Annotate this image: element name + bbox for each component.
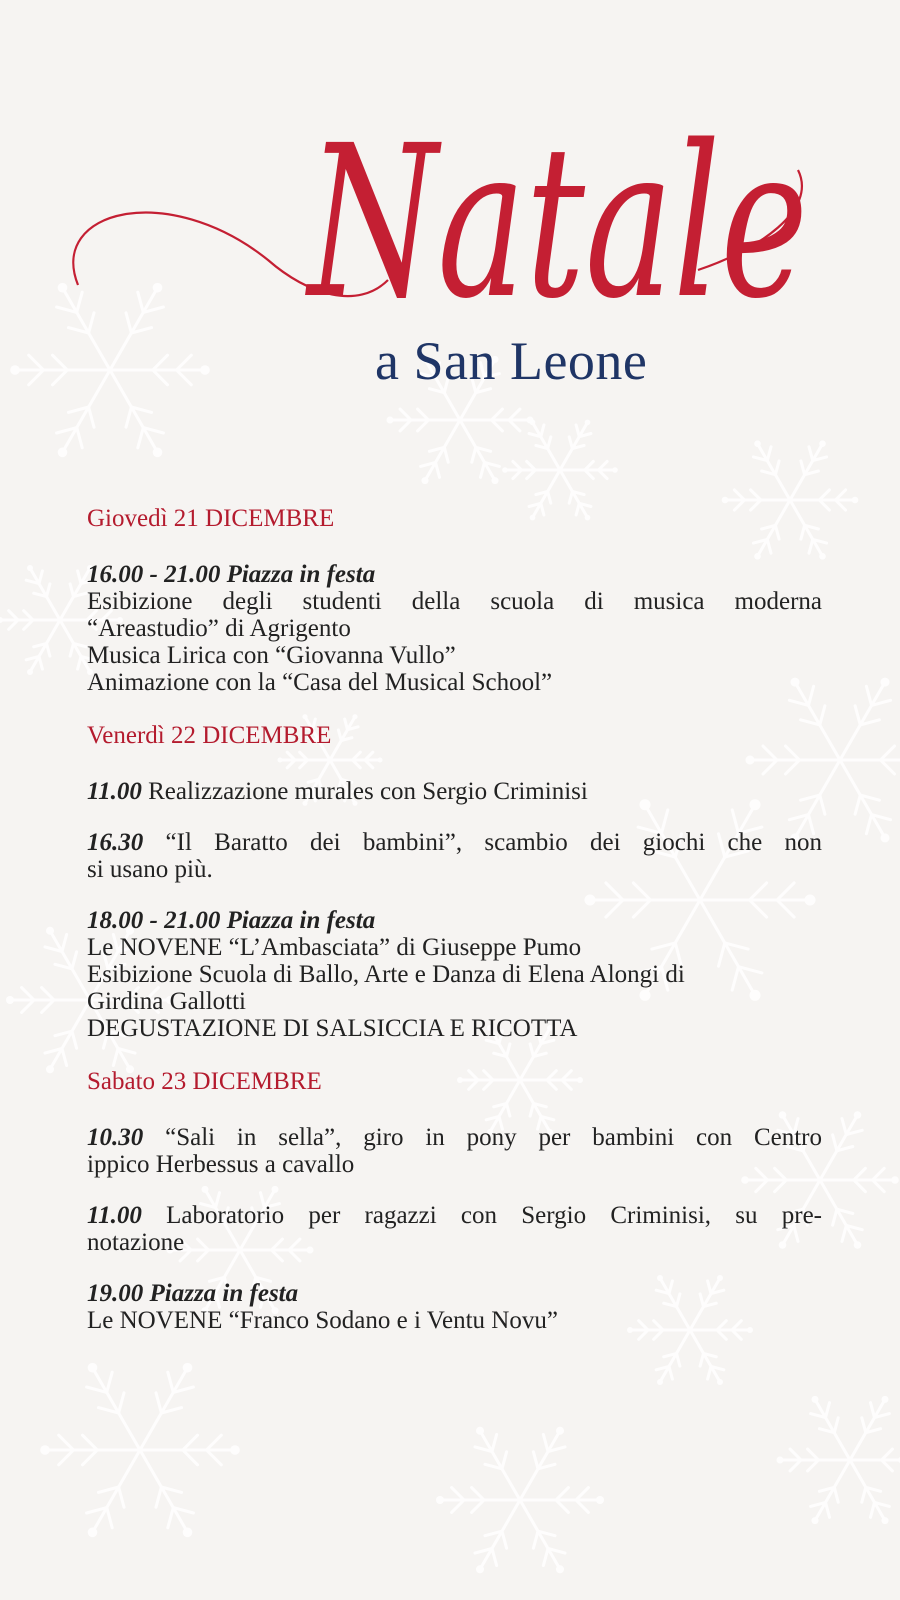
- event-item: [87, 829, 822, 883]
- event-header-line: [87, 907, 822, 934]
- event-time: 16.00 - 21.00: [87, 561, 221, 588]
- event-description-line: notazione: [87, 1229, 185, 1256]
- subtitle: a San Leone: [375, 331, 648, 391]
- title-block: [0, 0, 900, 420]
- event-description-line: Girdina Gallotti: [87, 988, 246, 1015]
- title-script: [58, 60, 838, 340]
- event-description-line: Le NOVENE “Franco Sodano e i Ventu Novu”: [87, 1307, 558, 1334]
- event-item: [87, 1202, 822, 1256]
- event-description-line: Animazione con la “Casa del Musical School”: [87, 669, 553, 696]
- event-time: 10.30: [87, 1124, 144, 1151]
- event-description-line: ippico Herbessus a cavallo: [87, 1151, 355, 1178]
- event-time: 16.30: [87, 829, 144, 856]
- day-heading: Sabato 23 DICEMBRE: [87, 1068, 322, 1095]
- event-title: Piazza in festa: [226, 561, 376, 588]
- event-description-line: Le NOVENE “L’Ambasciata” di Giuseppe Pumo: [87, 934, 582, 961]
- snowflake-decoration: [777, 1396, 900, 1524]
- event-item: [87, 1280, 822, 1334]
- event-header-line: [87, 1124, 822, 1151]
- snowflake-decoration: [40, 1363, 240, 1537]
- program-list: [87, 503, 822, 1358]
- event-time: 11.00: [87, 778, 142, 805]
- event-description-inline: Realizzazione murales con Sergio Criminisi: [148, 778, 588, 805]
- day-heading: Giovedì 21 DICEMBRE: [87, 505, 335, 532]
- day-section: [87, 720, 822, 1042]
- event-header-line: [87, 561, 822, 588]
- event-title: Piazza in festa: [149, 1280, 299, 1307]
- event-header-line: [87, 1280, 822, 1307]
- event-header-line: [87, 778, 822, 805]
- event-description-line: Musica Lirica con “Giovanna Vullo”: [87, 642, 456, 669]
- event-description-inline: “Il Baratto dei bambini”, scambio dei giochi che non: [165, 829, 823, 856]
- event-time: 18.00 - 21.00: [87, 907, 221, 934]
- event-item: [87, 778, 822, 805]
- snowflake-decoration: [436, 1427, 604, 1574]
- event-description-line: “Areastudio” di Agrigento: [87, 615, 351, 642]
- event-header-line: [87, 829, 822, 856]
- event-description-inline: “Sali in sella”, giro in pony per bambini con Centro: [165, 1124, 822, 1151]
- event-description-line: Esibizione degli studenti della scuola di musica moderna: [87, 588, 822, 615]
- event-item: [87, 561, 822, 696]
- event-title: Piazza in festa: [226, 907, 376, 934]
- event-description-inline: Laboratorio per ragazzi con Sergio Criminisi, su pre-: [166, 1202, 823, 1229]
- event-item: [87, 907, 822, 1042]
- day-heading: Venerdì 22 DICEMBRE: [87, 722, 332, 749]
- event-description-line: Esibizione Scuola di Ballo, Arte e Danza di Elena Alongi di: [87, 961, 685, 988]
- day-section: [87, 503, 822, 696]
- event-time: 11.00: [87, 1202, 142, 1229]
- event-header-line: [87, 1202, 822, 1229]
- title-text: Natale: [304, 100, 808, 340]
- event-item: [87, 1124, 822, 1178]
- event-time: 19.00: [87, 1280, 144, 1307]
- event-description-line: si usano più.: [87, 856, 213, 883]
- event-description-line: DEGUSTAZIONE DI SALSICCIA E RICOTTA: [87, 1015, 578, 1042]
- day-section: [87, 1066, 822, 1334]
